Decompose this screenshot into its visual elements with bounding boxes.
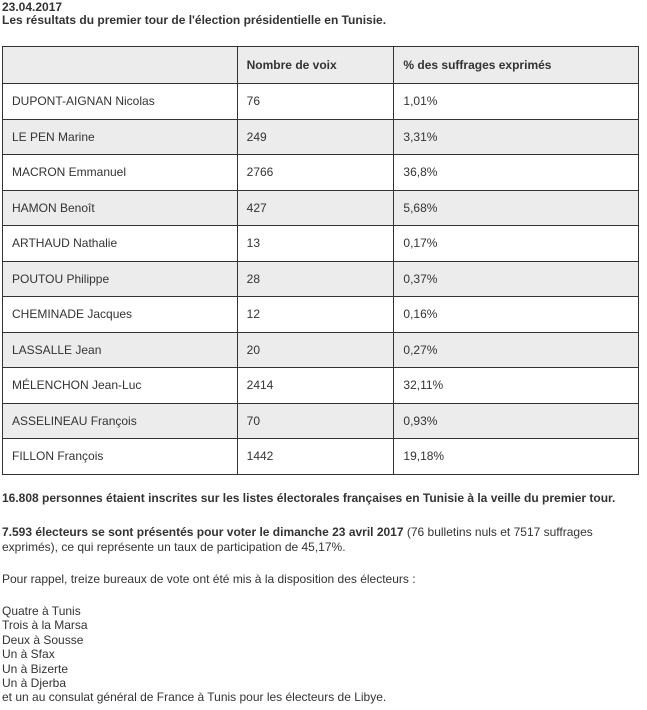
candidate-cell: ASSELINEAU François: [3, 403, 238, 439]
table-row: [3, 439, 639, 475]
candidate-cell: POUTOU Philippe: [3, 261, 238, 297]
candidate-cell: HAMON Benoît: [3, 190, 238, 226]
registered-voters-paragraph: 16.808 personnes étaient inscrites sur les listes électorales françaises en Tunisie à la veille du premier tour.: [2, 491, 616, 505]
percent-cell: 0,17%: [394, 226, 639, 262]
percent-cell: 0,27%: [394, 332, 639, 368]
votes-cell: 20: [237, 332, 394, 368]
table-row: [3, 226, 639, 262]
table-row: [3, 368, 639, 404]
list-item: Un à Bizerte: [2, 661, 69, 676]
candidate-cell: CHEMINADE Jacques: [3, 297, 238, 333]
candidate-cell: MÉLENCHON Jean-Luc: [3, 368, 238, 404]
candidate-cell: LE PEN Marine: [3, 119, 238, 155]
candidate-cell: ARTHAUD Nathalie: [3, 226, 238, 262]
list-item: et un au consulat général de France à Tunis pour les électeurs de Libye.: [2, 690, 387, 705]
votes-cell: 12: [237, 297, 394, 333]
table-row: [3, 403, 639, 439]
list-item: Deux à Sousse: [2, 632, 84, 647]
table-row: [3, 119, 639, 155]
results-table: [2, 46, 639, 475]
list-item: Quatre à Tunis: [2, 604, 81, 618]
turnout-detail-text: (76 bulletins nuls et 7517 suffrages exprimés), ce qui représente un taux de participation de 45,17%.: [2, 525, 593, 554]
percent-cell: 36,8%: [394, 155, 639, 191]
candidate-cell: FILLON François: [3, 439, 238, 475]
list-item: Trois à la Marsa: [2, 618, 88, 633]
candidate-cell: MACRON Emmanuel: [3, 155, 238, 191]
polling-stations-intro: Pour rappel, treize bureaux de vote ont été mis à la disposition des électeurs :: [2, 572, 416, 586]
table-header-row: [3, 47, 639, 84]
table-row: [3, 190, 639, 226]
column-header-percent: % des suffrages exprimés: [394, 47, 639, 84]
votes-cell: 70: [237, 403, 394, 439]
column-header-candidate: [3, 47, 238, 84]
article-headline: Les résultats du premier tour de l'élection présidentielle en Tunisie.: [2, 13, 387, 27]
percent-cell: 0,93%: [394, 403, 639, 439]
column-header-votes: Nombre de voix: [237, 47, 394, 84]
list-item: Un à Sfax: [2, 647, 55, 662]
table-row: [3, 297, 639, 333]
turnout-paragraph: [2, 525, 622, 555]
article-date: 23.04.2017: [2, 0, 63, 14]
percent-cell: 0,16%: [394, 297, 639, 333]
percent-cell: 3,31%: [394, 119, 639, 155]
votes-cell: 28: [237, 261, 394, 297]
percent-cell: 1,01%: [394, 84, 639, 120]
votes-cell: 2766: [237, 155, 394, 191]
votes-cell: 249: [237, 119, 394, 155]
votes-cell: 76: [237, 84, 394, 120]
votes-cell: 427: [237, 190, 394, 226]
turnout-strong-text: 7.593 électeurs se sont présentés pour voter le dimanche 23 avril 2017: [2, 525, 404, 539]
votes-cell: 2414: [237, 368, 394, 404]
table-row: [3, 261, 639, 297]
table-row: [3, 84, 639, 120]
table-row: [3, 155, 639, 191]
percent-cell: 0,37%: [394, 261, 639, 297]
polling-stations-list: [2, 604, 386, 705]
list-item: Un à Djerba: [2, 676, 67, 691]
candidate-cell: DUPONT-AIGNAN Nicolas: [3, 84, 238, 120]
percent-cell: 32,11%: [394, 368, 639, 404]
candidate-cell: LASSALLE Jean: [3, 332, 238, 368]
percent-cell: 5,68%: [394, 190, 639, 226]
votes-cell: 13: [237, 226, 394, 262]
percent-cell: 19,18%: [394, 439, 639, 475]
table-row: [3, 332, 639, 368]
votes-cell: 1442: [237, 439, 394, 475]
